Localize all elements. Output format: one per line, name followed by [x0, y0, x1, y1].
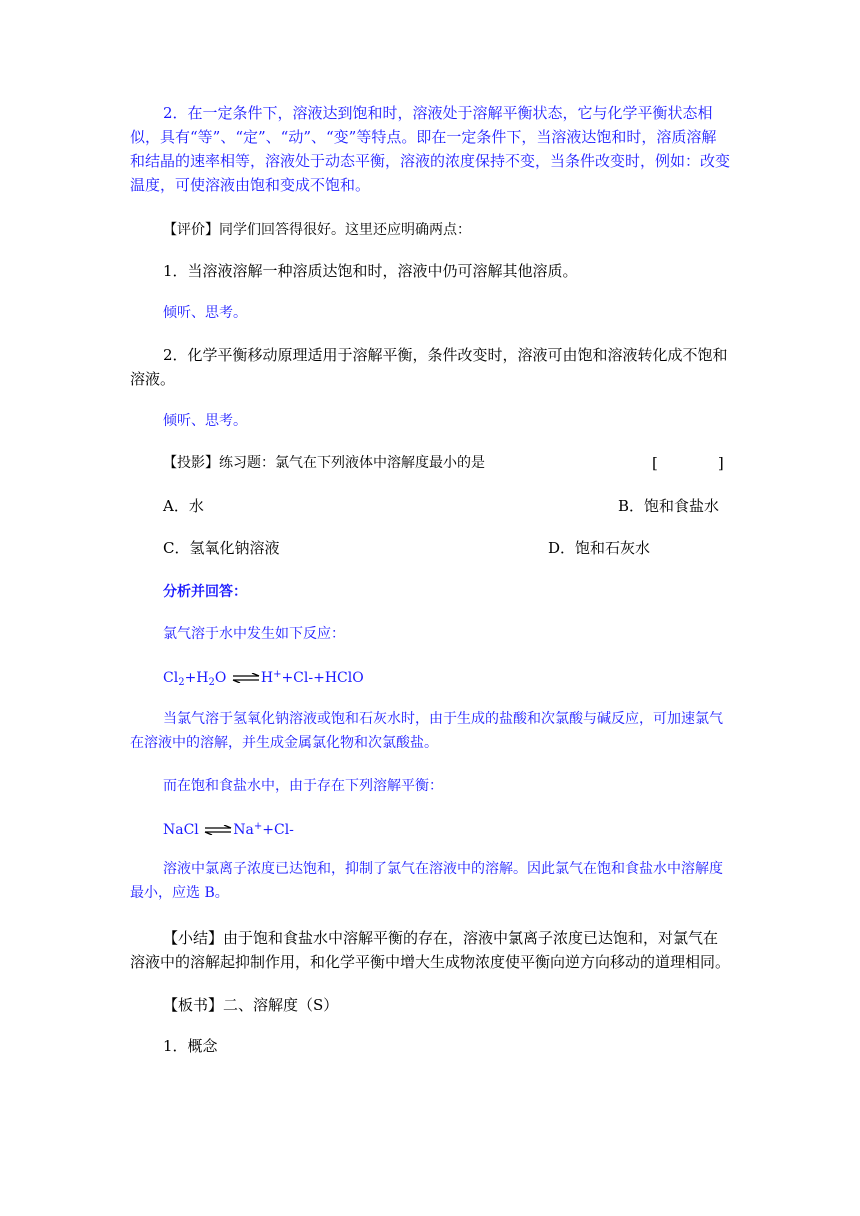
saline-intro: 而在饱和食盐水中，由于存在下列溶解平衡： [163, 778, 443, 794]
eq1-subscript-2: 2 [178, 677, 185, 688]
eq1-o: O [214, 670, 227, 686]
equilibrium-arrow-icon-2 [204, 825, 232, 835]
analysis-heading: 分析并回答： [163, 584, 247, 600]
eq2-na: Na [233, 822, 254, 838]
eq1-cl: Cl [163, 670, 179, 686]
nacl-equation [130, 815, 730, 842]
listen-think-1: 倾听、思考。 [163, 305, 247, 321]
paragraph-equilibrium-state: 2．在一定条件下，溶液达到饱和时，溶液处于溶解平衡状态，它与化学平衡状态相似，具有“等”、“定”、“动”、“变”等特点。即在一定条件下，当溶液达饱和时，溶质溶解和结晶的速率相等，溶液处于动态平衡，溶液的浓度保持不变，当条件改变时，例如：改变温度，可使溶液由饱和变成不饱和。 [130, 104, 731, 194]
eq2-nacl: NaCl [163, 822, 199, 838]
point-one: 1．当溶液溶解一种溶质达饱和时，溶液中仍可溶解其他溶质。 [163, 262, 578, 280]
eq1-plus-h: +H [184, 670, 209, 686]
option-b: B．饱和食盐水 [618, 497, 720, 515]
eq2-sup-plus: + [253, 821, 263, 832]
projection-exercise: 【投影】练习题：氯气在下列液体中溶解度最小的是 [163, 455, 485, 471]
equilibrium-arrow-icon [232, 673, 260, 683]
reaction-intro: 氯气溶于水中发生如下反应： [163, 626, 345, 642]
point-two: 2．化学平衡移动原理适用于溶解平衡，条件改变时，溶液可由饱和溶液转化成不饱和溶液。 [130, 346, 728, 388]
chlorine-water-equation [130, 663, 730, 695]
explanation-saline: 溶液中氯离子浓度已达饱和，抑制了氯气在溶液中的溶解。因此氯气在饱和食盐水中溶解度最小，应选 B。 [130, 861, 723, 901]
board-heading: 【板书】二、溶解度（S） [163, 996, 339, 1014]
eq1-rest: +Cl-+HClO [281, 670, 364, 686]
concept-heading: 1．概念 [163, 1037, 218, 1055]
eq1-subscript-2b: 2 [208, 677, 215, 688]
answer-bracket: [ ] [652, 454, 724, 472]
option-d: D．饱和石灰水 [548, 539, 651, 557]
option-a: A．水 [163, 497, 204, 515]
listen-think-2: 倾听、思考。 [163, 413, 247, 429]
eq2-rest: +Cl- [262, 822, 294, 838]
evaluation-line: 【评价】同学们回答得很好。这里还应明确两点： [163, 222, 471, 238]
summary: 【小结】由于饱和食盐水中溶解平衡的存在，溶液中氯离子浓度已达饱和，对氯气在溶液中的溶解起抑制作用，和化学平衡中增大生成物浓度使平衡向逆方向移动的道理相同。 [130, 929, 731, 971]
eq1-sup-plus: + [273, 669, 282, 680]
explanation-base-reaction: 当氯气溶于氢氧化钠溶液或饱和石灰水时，由于生成的盐酸和次氯酸与碱反应，可加速氯气在溶液中的溶解，并生成金属氯化物和次氯酸盐。 [130, 711, 723, 751]
eq1-h: H [260, 670, 274, 686]
option-c: C．氢氧化钠溶液 [163, 539, 280, 557]
